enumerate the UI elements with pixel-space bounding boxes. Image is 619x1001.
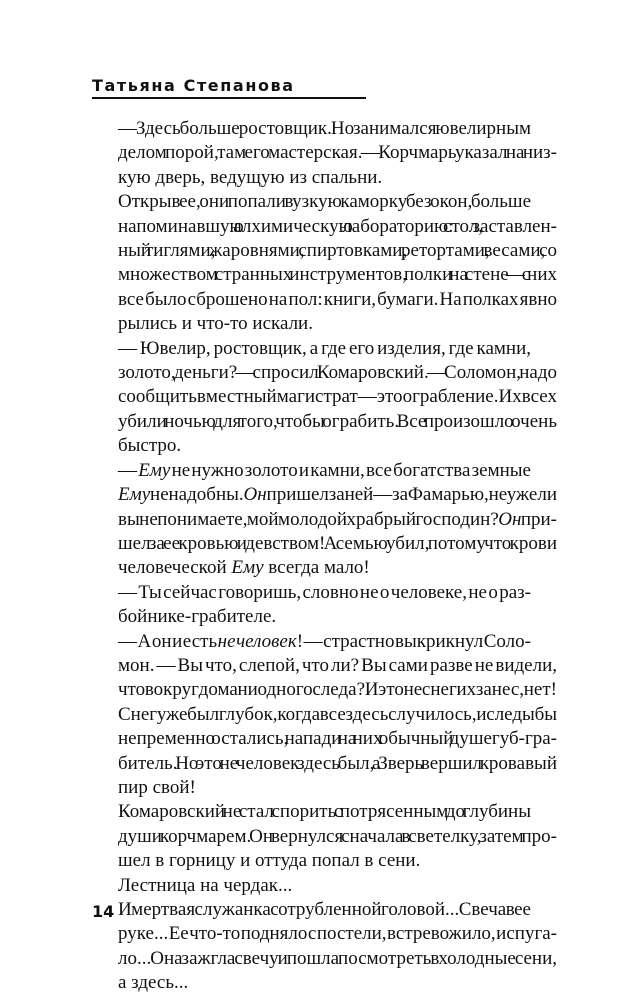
text-line: — Здесь больше ростовщик. Но занимался ювелирным: [118, 118, 531, 139]
text-line: — А он и есть не человек! — страстно выкрикнул Соло-: [118, 630, 531, 652]
paragraph: [92, 800, 557, 873]
text-line: Открыв ее, они попали в узкую каморку без окон, больше: [118, 191, 532, 213]
text-line: делом порой, там его мастерская. — Корчмарь указал на низ-: [118, 142, 557, 164]
paragraph: [92, 190, 557, 336]
text-line: кую дверь, ведущую из спальни.: [118, 166, 383, 188]
paragraph: [92, 581, 557, 630]
text-line: битель. Но это не человек здесь был, а Зверь вершил кровавый: [118, 752, 557, 774]
text-line: золото, деньги? — спросил Комаровский. — Соломон, надо: [118, 362, 557, 384]
text-line: — Ему не нужно золото и камни, все богатства земные: [118, 459, 531, 481]
text-line: вы не понимаете, мой молодой храбрый господин? Он при-: [118, 508, 557, 530]
paragraph: [92, 874, 557, 898]
text-line: — Ты сейчас говоришь, словно не о человеке, не о раз-: [118, 581, 531, 603]
text-line: шел за ее кровью и девством! А семью убил, потому что крови: [118, 532, 557, 554]
running-head-title: Татьяна Степанова: [92, 76, 295, 95]
text-line: руке... Ее что-то подняло с постели, встревожило, испуга-: [118, 923, 558, 945]
text-line: души корчмарем. Он вернулся сначала в светелку, затем про-: [118, 825, 557, 847]
text-line: все было сброшено на пол: книги, бумаги. На полках явно: [118, 288, 557, 310]
text-line: И мертвая служанка с отрубленной головой... Свеча в ее: [118, 899, 531, 920]
text-line: пир свой!: [118, 776, 196, 798]
paragraph: [92, 459, 557, 581]
text-line: что вокруг дома ни одного следа? И это не снег их занес, нет!: [118, 679, 557, 701]
text-line: шел в горницу и оттуда попал в сени.: [118, 850, 421, 872]
page-number: 14: [92, 902, 115, 921]
text-line: рылись и что-то искали.: [118, 313, 313, 335]
text-line: Ему не надобны. Он пришел за ней — за Фамарью, неужели: [118, 484, 557, 506]
text-line: мон. — Вы что, слепой, что ли? Вы сами разве не видели,: [118, 654, 557, 676]
text-line: Лестница на чердак...: [118, 874, 293, 896]
running-head-rule: [92, 97, 366, 99]
text-line: множеством странных инструментов, полки на стене — с них: [118, 264, 557, 286]
text-line: — Ювелир, ростовщик, а где его изделия, где камни,: [118, 337, 531, 359]
text-line: а здесь...: [118, 972, 189, 994]
text-line: Комаровский не стал спорить с потрясенным до глубины: [118, 801, 531, 823]
text-line: ло... Она зажгла свечу и пошла посмотреть в холодные сени,: [118, 947, 558, 969]
text-line: бойнике-грабителе.: [118, 606, 277, 628]
body-text: [92, 117, 557, 996]
paragraph: [92, 630, 557, 801]
text-line: Снег уже был глубок, когда все здесь случилось, и следы бы: [118, 703, 557, 725]
text-line: напоминавшую алхимическую лабораторию: стол, заставлен-: [118, 215, 557, 237]
text-line: ный тиглями, жаровнями, спиртовками, ретортами, весами, со: [118, 240, 558, 262]
paragraph: [92, 898, 557, 996]
text-line: убили ночью для того, чтобы ограбить. Все произошло очень: [118, 410, 557, 432]
text-line: непременно остались, напади на них обычный душегуб-гра-: [118, 728, 557, 750]
text-line: сообщить в местный магистрат — это ограбление. Их всех: [118, 386, 557, 408]
paragraph: [92, 117, 557, 190]
text-line: быстро.: [118, 435, 182, 457]
paragraph: [92, 337, 557, 459]
text-line: человеческой Ему всегда мало!: [118, 557, 370, 579]
